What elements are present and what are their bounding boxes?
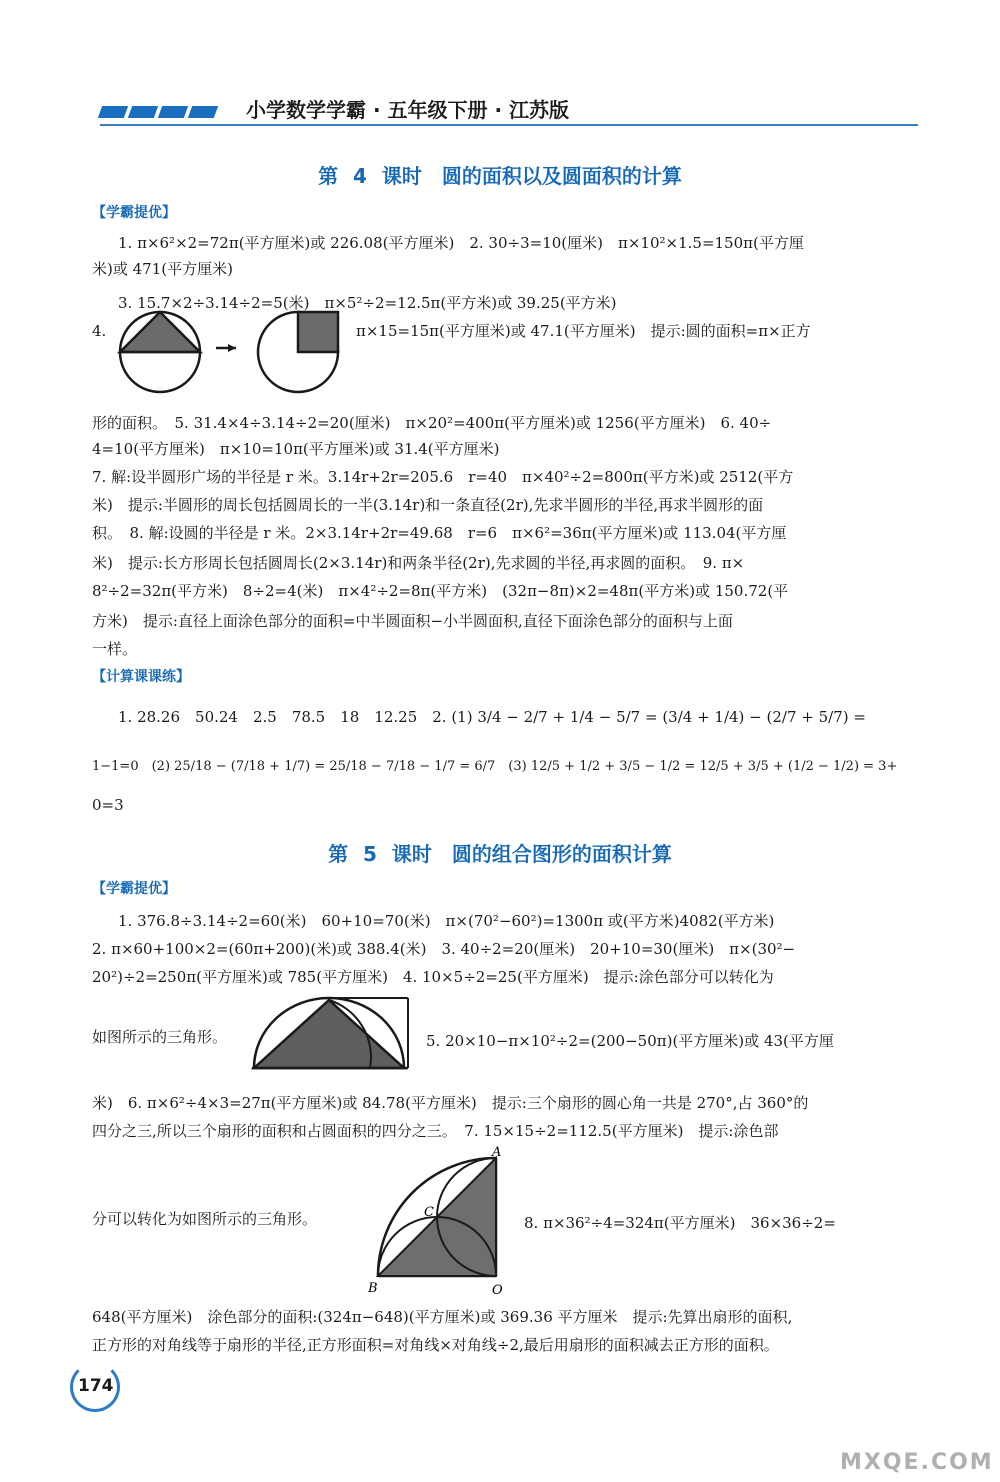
answer-line: 4=10(平方厘米) π×10=10π(平方厘米)或 31.4(平方厘米) [92, 440, 500, 458]
answer-line: 正方形的对角线等于扇形的半径,正方形面积=对角线×对角线÷2,最后用扇形的面积减去正方形的面积。 [92, 1336, 779, 1354]
figure-4 [118, 310, 358, 404]
lesson-4-title: 第 4 课时 圆的面积以及圆面积的计算 [318, 164, 682, 188]
lesson-5-title: 第 5 课时 圆的组合图形的面积计算 [328, 842, 672, 866]
answer-line: 3. 15.7×2÷3.14÷2=5(米) π×5²÷2=12.5π(平方米)或 39.25(平方米) [118, 294, 617, 312]
answer-line: 米) 6. π×6²÷4×3=27π(平方厘米)或 84.78(平方厘米) 提示:三个扇形的圆心角一共是 270°,占 360°的 [92, 1094, 809, 1112]
answer-line: 8²÷2=32π(平方米) 8÷2=4(米) π×4²÷2=8π(平方米) (32π−8π)×2=48π(平方米)或 150.72(平 [92, 582, 789, 600]
calc-line: 0=3 [92, 796, 124, 814]
section-tag-tips: 【学霸提优】 [92, 881, 176, 897]
answer-line: 米)或 471(平方厘米) [92, 260, 233, 278]
answer-line: 5. 20×10−π×10²÷2=(200−50π)(平方厘米)或 43(平方厘 [426, 1032, 834, 1050]
figure-semicircle [250, 996, 412, 1072]
answer-line: 7. 解:设半圆形广场的半径是 r 米。3.14r+2r=205.6 r=40 π×40²÷2=800π(平方米)或 2512(平方 [92, 468, 794, 486]
answer-line: 积。 8. 解:设圆的半径是 r 米。2×3.14r+2r=49.68 r=6 π×6²=36π(平方厘米)或 113.04(平方厘 [92, 524, 787, 542]
answer-line: 方米) 提示:直径上面涂色部分的面积=中半圆面积−小半圆面积,直径下面涂色部分的面积与上面 [92, 612, 733, 630]
calc-line: 1−1=0 (2) 25/18 − (7/18 + 1/7) = 25/18 − 7/18 − 1/7 = 6/7 (3) 12/5 + 1/2 + 3/5 − 1/2 = 12/5 + 3/5 + (1/2 − 1/2) = 3+ [92, 759, 898, 774]
answer-line: 648(平方厘米) 涂色部分的面积:(324π−648)(平方厘米)或 369.36 平方厘米 提示:先算出扇形的面积, [92, 1308, 793, 1326]
label-a: A [492, 1145, 502, 1160]
answer-line: 如图所示的三角形。 [92, 1028, 228, 1046]
watermark: MXQE.COM [840, 1450, 994, 1475]
answer-line: 4. [92, 322, 107, 340]
answer-line: 形的面积。 5. 31.4×4÷3.14÷2=20(厘米) π×20²=400π(平方厘米)或 1256(平方厘米) 6. 40÷ [92, 414, 772, 432]
page-number-badge [70, 1362, 120, 1412]
answer-line: 四分之三,所以三个扇形的面积和占圆面积的四分之三。 7. 15×15÷2=112.5(平方厘米) 提示:涂色部 [92, 1122, 779, 1140]
section-tag-tips: 【学霸提优】 [92, 205, 176, 221]
answer-line: 一样。 [92, 640, 138, 658]
header-rule [100, 124, 918, 126]
answer-line: 米) 提示:半圆形的周长包括圆周长的一半(3.14r)和一条直径(2r),先求半圆形的半径,再求半圆形的面 [92, 496, 764, 514]
label-b: B [368, 1281, 378, 1296]
page-number: 174 [78, 1376, 114, 1396]
label-c: C [424, 1205, 434, 1220]
header-decoration [100, 106, 220, 120]
answer-line: 分可以转化为如图所示的三角形。 [92, 1210, 318, 1228]
answer-line: 米) 提示:长方形周长包括圆周长(2×3.14r)和两条半径(2r),先求圆的半径,再求圆的面积。 9. π× [92, 554, 745, 572]
answer-line: 20²)÷2=250π(平方厘米)或 785(平方厘米) 4. 10×5÷2=25(平方厘米) 提示:涂色部分可以转化为 [92, 968, 774, 986]
answer-line: 1. π×6²×2=72π(平方厘米)或 226.08(平方厘米) 2. 30÷3=10(厘米) π×10²×1.5=150π(平方厘 [118, 234, 804, 252]
calc-line: 1. 28.26 50.24 2.5 78.5 18 12.25 2. (1) 3/4 − 2/7 + 1/4 − 5/7 = (3/4 + 1/4) − (2/7 + 5/7) = [118, 708, 866, 726]
answer-line: 8. π×36²÷4=324π(平方厘米) 36×36÷2= [524, 1214, 836, 1232]
answer-line: 1. 376.8÷3.14÷2=60(米) 60+10=70(米) π×(70²−60²)=1300π 或(平方米)4082(平方米) [118, 912, 775, 930]
section-tag-calc: 【计算课课练】 [92, 669, 190, 685]
label-o: O [492, 1283, 503, 1298]
book-title: 小学数学学霸 · 五年级下册 · 江苏版 [246, 98, 570, 122]
answer-line: 2. π×60+100×2=(60π+200)(米)或 388.4(米) 3. 40÷2=20(厘米) 20+10=30(厘米) π×(30²− [92, 940, 796, 958]
figure-quarter-circle [366, 1146, 516, 1298]
answer-line: π×15=15π(平方厘米)或 47.1(平方厘米) 提示:圆的面积=π×正方 [356, 322, 811, 340]
